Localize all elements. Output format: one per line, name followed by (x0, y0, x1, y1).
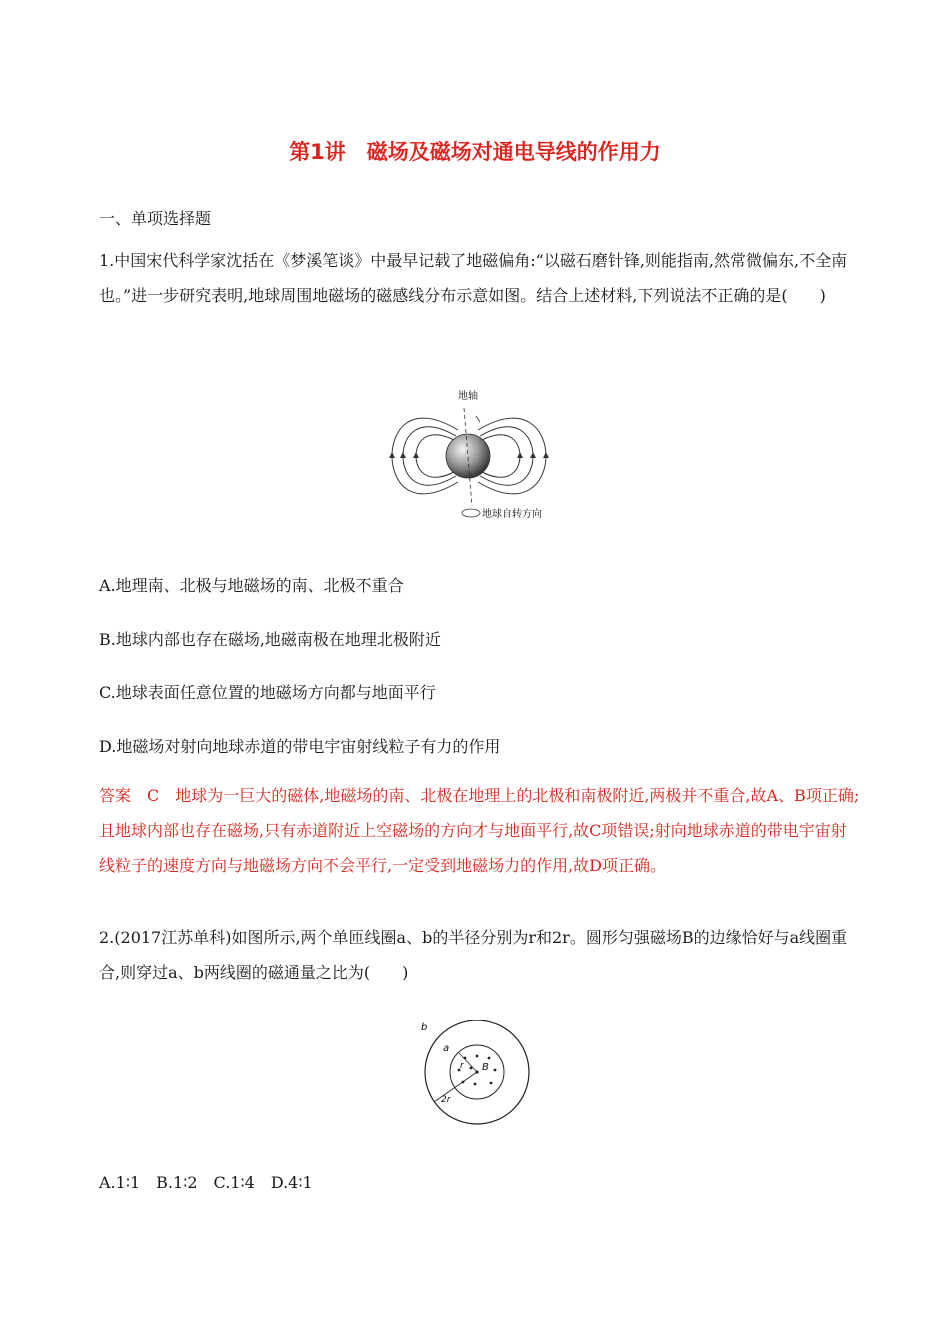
radius-r-label: r (460, 1061, 464, 1071)
coil-b-label: b (421, 1022, 428, 1033)
page-title: 第1讲 磁场及磁场对通电导线的作用力 (289, 140, 661, 164)
earth-axis-label: 地轴 (458, 391, 478, 402)
question-1-stem: 1.中国宋代科学家沈括在《梦溪笔谈》中最早记载了地磁偏角:“以磁石磨针锋,则能指南,然常微偏东,不全南也。”进一步研究表明,地球周围地磁场的磁感线分布示意如图。结合上述材料,下列说法不正确的是( ) (99, 251, 848, 305)
question-1-option-b: B.地球内部也存在磁场,地磁南极在地理北极附近 (99, 630, 441, 649)
question-1-option-d: D.地磁场对射向地球赤道的带电宇宙射线粒子有力的作用 (99, 737, 501, 756)
question-2-stem: 2.(2017江苏单科)如图所示,两个单匝线圈a、b的半径分别为r和2r。圆形匀强磁场B的边缘恰好与a线圈重合,则穿过a、b两线圈的磁通量之比为( ) (99, 928, 848, 982)
section-heading: 一、单项选择题 (99, 209, 212, 228)
question-1-option-c: C.地球表面任意位置的地磁场方向都与地面平行 (99, 683, 436, 702)
field-b-label: B (482, 1062, 489, 1073)
earth-magnetic-field-figure (388, 386, 568, 526)
two-coils-figure (415, 1020, 535, 1130)
question-2-options: A.1∶1 B.1∶2 C.1∶4 D.4∶1 (99, 1173, 313, 1192)
question-1-answer: 答案 C 地球为一巨大的磁体,地磁场的南、北极在地理上的北极和南极附近,两极并不重合,故A、B项正确;且地球内部也存在磁场,只有赤道附近上空磁场的方向才与地面平行,故C项错误;射向地球赤道的带电宇宙射线粒子的速度方向与地磁场方向不会平行,一定受到地磁场力的作用,故D项正确。 (99, 786, 860, 875)
question-1-option-a: A.地理南、北极与地磁场的南、北极不重合 (99, 576, 404, 595)
radius-2r-label: 2r (441, 1095, 451, 1105)
coil-a-label: a (443, 1043, 450, 1054)
rotation-direction-label: 地球自转方向 (482, 509, 542, 520)
